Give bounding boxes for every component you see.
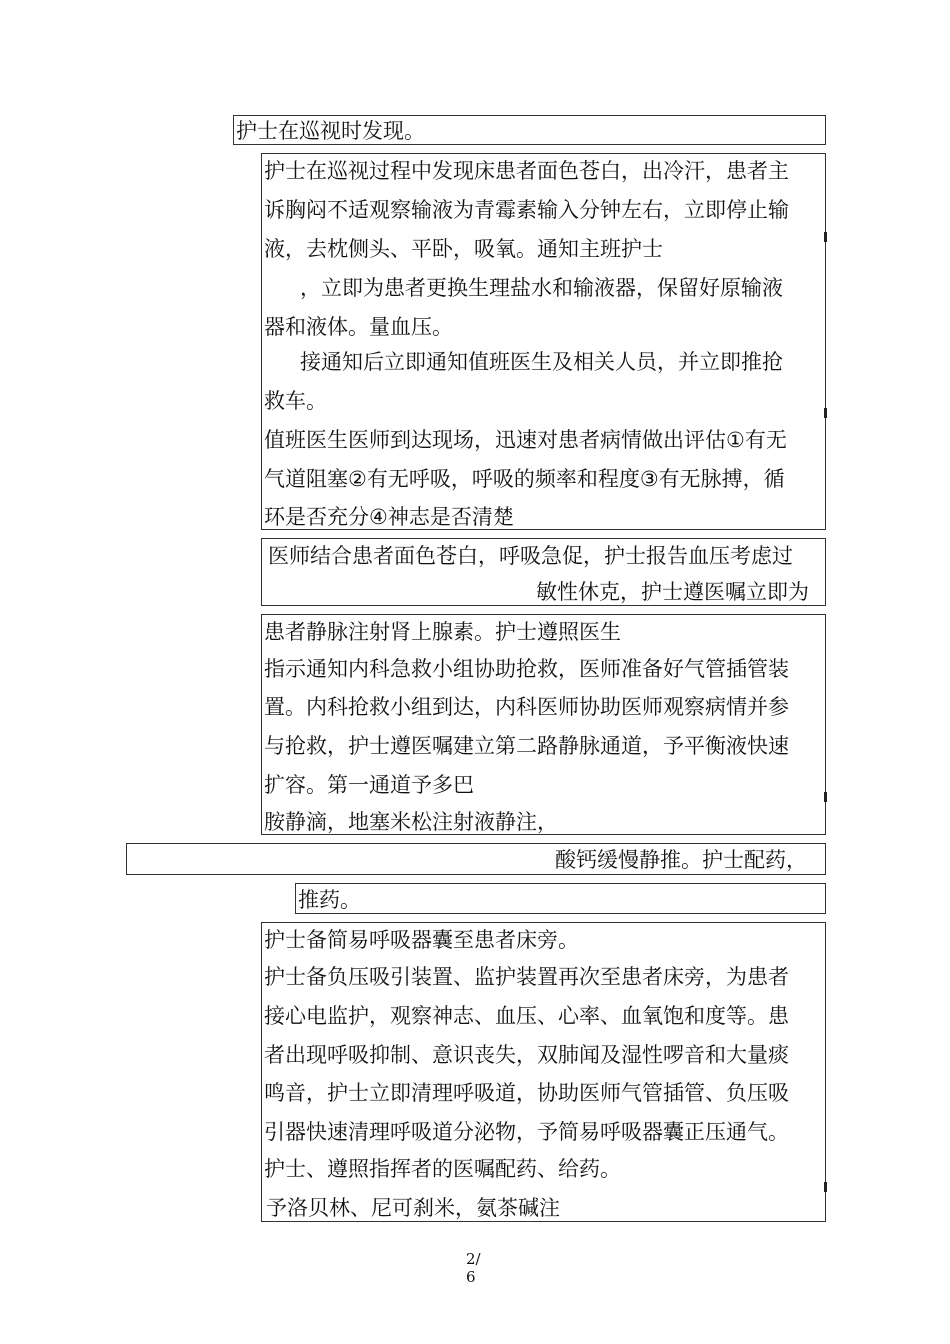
text-line: 器和液体。量血压。 xyxy=(264,315,453,339)
text-line: 护士在巡视过程中发现床患者面色苍白，出冷汗，患者主 xyxy=(264,159,789,183)
flow-box-respiratory-support xyxy=(261,922,826,1222)
flow-box-emergency-treatment xyxy=(261,614,826,835)
flow-box-discovery xyxy=(233,115,826,145)
flow-box-initial-response xyxy=(261,153,826,530)
page-number-total: 6 xyxy=(466,1268,476,1286)
text-line: 接通知后立即通知值班医生及相关人员，并立即推抢 xyxy=(300,350,783,374)
text-line: 值班医生医师到达现场，迅速对患者病情做出评估①有无 xyxy=(264,428,787,452)
flow-box-diagnosis xyxy=(261,538,826,606)
text-line: 胺静滴，地塞米松注射液静注， xyxy=(264,810,558,834)
text-line: 患者静脉注射肾上腺素。护士遵照医生 xyxy=(264,620,621,644)
text-line: 护士备负压吸引装置、监护装置再次至患者床旁，为患者 xyxy=(264,965,789,989)
page-number xyxy=(466,1250,481,1286)
text-line: 者出现呼吸抑制、意识丧失，双肺闻及湿性啰音和大量痰 xyxy=(264,1043,789,1067)
margin-mark xyxy=(824,232,827,242)
text-line: 护士在巡视时发现。 xyxy=(236,119,425,143)
flow-box-calcium-injection xyxy=(126,843,826,875)
text-line: 救车。 xyxy=(264,389,327,413)
text-line: 环是否充分④神志是否清楚 xyxy=(264,505,514,529)
text-line: 液，去枕侧头、平卧，吸氧。通知主班护士 xyxy=(264,237,663,261)
text-line: 鸣音，护士立即清理呼吸道，协助医师气管插管、负压吸 xyxy=(264,1081,789,1105)
flow-box-push-medication xyxy=(295,883,826,914)
text-line: 诉胸闷不适观察输液为青霉素输入分钟左右，立即停止输 xyxy=(264,198,789,222)
margin-mark xyxy=(824,1182,827,1192)
text-line: 气道阻塞②有无呼吸，呼吸的频率和程度③有无脉搏，循 xyxy=(264,467,785,491)
page-number-current: 2/ xyxy=(466,1250,481,1268)
text-line: 接心电监护，观察神志、血压、心率、血氧饱和度等。患 xyxy=(264,1004,789,1028)
text-line: 引器快速清理呼吸道分泌物，予简易呼吸器囊正压通气。 xyxy=(264,1120,789,1144)
text-line: 酸钙缓慢静推。护士配药， xyxy=(555,848,807,872)
text-line: 与抢救，护士遵医嘱建立第二路静脉通道，予平衡液快速 xyxy=(264,734,789,758)
margin-mark xyxy=(824,408,827,418)
text-line: 推药。 xyxy=(298,888,361,912)
margin-mark xyxy=(824,792,827,802)
text-line: ，立即为患者更换生理盐水和输液器，保留好原输液 xyxy=(300,276,783,300)
text-line: 指示通知内科急救小组协助抢救，医师准备好气管插管装 xyxy=(264,657,789,681)
text-line: 扩容。第一通道予多巴 xyxy=(264,773,474,797)
text-line: 置。内科抢救小组到达，内科医师协助医师观察病情并参 xyxy=(264,695,789,719)
text-line: 予洛贝林、尼可刹米，氨茶碱注 xyxy=(266,1196,560,1220)
text-line: 护士、遵照指挥者的医嘱配药、给药。 xyxy=(264,1157,621,1181)
text-line: 医师结合患者面色苍白，呼吸急促，护士报告血压考虑过 xyxy=(268,544,793,568)
text-line: 护士备简易呼吸器囊至患者床旁。 xyxy=(264,928,579,952)
text-line: 敏性休克，护士遵医嘱立即为 xyxy=(536,580,809,604)
